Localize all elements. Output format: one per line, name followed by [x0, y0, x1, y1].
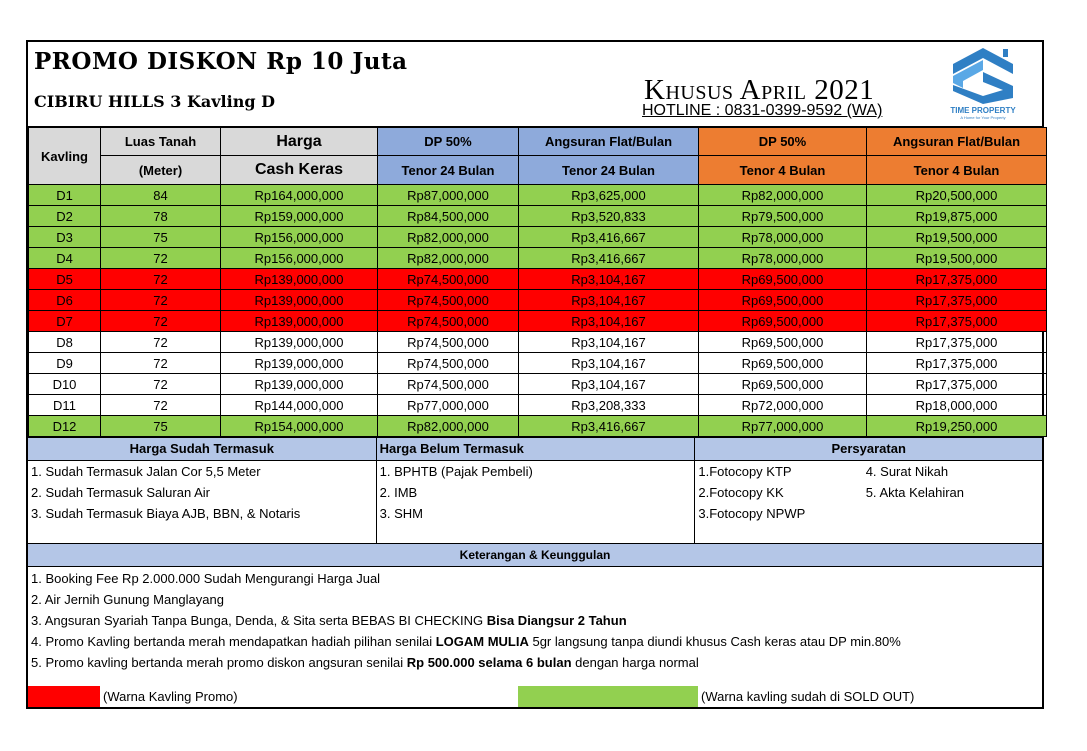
cell-ang24: Rp3,416,667 — [519, 416, 699, 437]
cell-luas: 72 — [101, 353, 221, 374]
promo-title: PROMO DISKON Rp 10 Juta — [34, 48, 408, 75]
col-angsuran24: Angsuran Flat/Bulan — [519, 128, 699, 156]
cell-ang24: Rp3,208,333 — [519, 395, 699, 416]
cell-ang24: Rp3,416,667 — [519, 248, 699, 269]
table-row — [29, 374, 1047, 395]
table-row — [29, 311, 1047, 332]
list-item: 1.Fotocopy KTP — [698, 464, 792, 479]
cell-dp24: Rp82,000,000 — [378, 227, 519, 248]
list-item: 1. BPHTB (Pajak Pembeli) — [379, 464, 533, 479]
col-angsuran24-tenor: Tenor 24 Bulan — [519, 156, 699, 185]
cell-ang24: Rp3,416,667 — [519, 227, 699, 248]
cell-ang4: Rp18,000,000 — [867, 395, 1047, 416]
list-item: 1. Sudah Termasuk Jalan Cor 5,5 Meter — [31, 464, 261, 479]
table-row — [29, 248, 1047, 269]
note-item: 4. Promo Kavling bertanda merah mendapatkan hadiah pilihan senilai LOGAM MULIA 5gr langsung tanpa diundi khusus Cash keras atau DP min.80% — [31, 634, 901, 649]
table-row — [29, 416, 1047, 437]
table-row — [29, 353, 1047, 374]
list-item: 2.Fotocopy KK — [698, 485, 784, 500]
cell-luas: 72 — [101, 311, 221, 332]
cell-harga: Rp139,000,000 — [221, 374, 378, 395]
cell-luas: 72 — [101, 374, 221, 395]
price-table — [28, 127, 1047, 437]
cell-dp4: Rp69,500,000 — [699, 374, 867, 395]
table-row — [29, 227, 1047, 248]
cell-luas: 75 — [101, 416, 221, 437]
cell-kavling: D10 — [29, 374, 101, 395]
cell-harga: Rp156,000,000 — [221, 227, 378, 248]
cell-dp24: Rp82,000,000 — [378, 248, 519, 269]
cell-dp4: Rp78,000,000 — [699, 248, 867, 269]
cell-kavling: D3 — [29, 227, 101, 248]
cell-dp4: Rp69,500,000 — [699, 269, 867, 290]
col-angsuran4-tenor: Tenor 4 Bulan — [867, 156, 1047, 185]
cell-ang24: Rp3,520,833 — [519, 206, 699, 227]
col-dp4-tenor: Tenor 4 Bulan — [699, 156, 867, 185]
note-item: 5. Promo kavling bertanda merah promo diskon angsuran senilai Rp 500.000 selama 6 bulan dengan harga normal — [31, 655, 699, 670]
cell-kavling: D6 — [29, 290, 101, 311]
cell-luas: 72 — [101, 395, 221, 416]
cell-dp4: Rp79,500,000 — [699, 206, 867, 227]
cell-ang4: Rp17,375,000 — [867, 311, 1047, 332]
list-item: 3.Fotocopy NPWP — [698, 506, 806, 521]
table-row — [29, 290, 1047, 311]
cell-ang24: Rp3,104,167 — [519, 269, 699, 290]
cell-dp24: Rp74,500,000 — [378, 353, 519, 374]
cell-ang24: Rp3,104,167 — [519, 374, 699, 395]
cell-kavling: D4 — [29, 248, 101, 269]
note-item: 2. Air Jernih Gunung Manglayang — [31, 592, 224, 607]
cell-dp4: Rp82,000,000 — [699, 185, 867, 206]
section-headers — [28, 437, 1042, 461]
cell-dp24: Rp74,500,000 — [378, 269, 519, 290]
cell-kavling: D5 — [29, 269, 101, 290]
cell-dp4: Rp69,500,000 — [699, 332, 867, 353]
cell-luas: 72 — [101, 332, 221, 353]
col-harga: Harga — [221, 128, 378, 156]
table-row — [29, 395, 1047, 416]
cell-luas: 84 — [101, 185, 221, 206]
table-row — [29, 332, 1047, 353]
note-item: 3. Angsuran Syariah Tanpa Bunga, Denda, & Sita serta BEBAS BI CHECKING Bisa Diangsur 2 Tahun — [31, 613, 627, 628]
cell-harga: Rp159,000,000 — [221, 206, 378, 227]
col-dp24: DP 50% — [378, 128, 519, 156]
promo-color-swatch — [28, 686, 100, 707]
hotline: HOTLINE : 0831-0399-9592 (WA) — [642, 102, 883, 119]
cell-kavling: D8 — [29, 332, 101, 353]
cell-ang24: Rp3,104,167 — [519, 311, 699, 332]
cell-ang4: Rp17,375,000 — [867, 332, 1047, 353]
cell-dp24: Rp82,000,000 — [378, 416, 519, 437]
cell-dp4: Rp69,500,000 — [699, 311, 867, 332]
sold-color-swatch — [518, 686, 698, 707]
sold-legend-label: (Warna kavling sudah di SOLD OUT) — [701, 689, 915, 704]
list-item: 2. Sudah Termasuk Saluran Air — [31, 485, 210, 500]
table-row — [29, 269, 1047, 290]
list-item: 4. Surat Nikah — [865, 464, 949, 479]
cell-ang4: Rp17,375,000 — [867, 374, 1047, 395]
cell-ang24: Rp3,625,000 — [519, 185, 699, 206]
requirements-list-left — [695, 461, 862, 543]
promo-legend-label: (Warna Kavling Promo) — [103, 689, 238, 704]
cell-dp24: Rp74,500,000 — [378, 311, 519, 332]
project-subtitle: CIBIRU HILLS 3 Kavling D — [34, 92, 275, 111]
note-item: 1. Booking Fee Rp 2.000.000 Sudah Mengurangi Harga Jual — [31, 571, 381, 586]
cell-ang24: Rp3,104,167 — [519, 353, 699, 374]
col-angsuran4: Angsuran Flat/Bulan — [867, 128, 1047, 156]
cell-kavling: D11 — [29, 395, 101, 416]
cell-dp4: Rp77,000,000 — [699, 416, 867, 437]
cell-ang4: Rp19,250,000 — [867, 416, 1047, 437]
col-cash-keras: Cash Keras — [221, 156, 378, 185]
cell-dp4: Rp69,500,000 — [699, 353, 867, 374]
included-title: Harga Sudah Termasuk — [28, 438, 377, 460]
requirements-title: Persyaratan — [831, 441, 906, 456]
cell-ang4: Rp19,500,000 — [867, 248, 1047, 269]
col-dp24-tenor: Tenor 24 Bulan — [378, 156, 519, 185]
cell-luas: 72 — [101, 248, 221, 269]
cell-dp4: Rp72,000,000 — [699, 395, 867, 416]
cell-harga: Rp144,000,000 — [221, 395, 378, 416]
cell-harga: Rp154,000,000 — [221, 416, 378, 437]
cell-harga: Rp156,000,000 — [221, 248, 378, 269]
logo-text: TIME PROPERTY — [950, 106, 1016, 115]
cell-ang24: Rp3,104,167 — [519, 290, 699, 311]
time-property-logo — [943, 46, 1023, 120]
cell-ang4: Rp17,375,000 — [867, 353, 1047, 374]
cell-dp24: Rp87,000,000 — [378, 185, 519, 206]
cell-harga: Rp139,000,000 — [221, 332, 378, 353]
cell-harga: Rp164,000,000 — [221, 185, 378, 206]
cell-dp24: Rp74,500,000 — [378, 374, 519, 395]
cell-harga: Rp139,000,000 — [221, 290, 378, 311]
logo-tagline: A Home for Your Property — [960, 115, 1006, 120]
notes-title: Keterangan & Keunggulan — [28, 544, 1042, 567]
house-logo-icon — [943, 46, 1023, 106]
color-legend — [28, 686, 1042, 707]
excluded-list — [377, 461, 696, 543]
cell-kavling: D9 — [29, 353, 101, 374]
cell-kavling: D12 — [29, 416, 101, 437]
cell-ang4: Rp20,500,000 — [867, 185, 1047, 206]
cell-kavling: D1 — [29, 185, 101, 206]
excluded-title: Harga Belum Termasuk — [377, 438, 696, 460]
col-luas-tanah: Luas Tanah — [101, 128, 221, 156]
col-luas-unit: (Meter) — [101, 156, 221, 185]
col-dp4: DP 50% — [699, 128, 867, 156]
cell-harga: Rp139,000,000 — [221, 353, 378, 374]
price-list-sheet — [26, 40, 1044, 709]
cell-ang24: Rp3,104,167 — [519, 332, 699, 353]
cell-luas: 72 — [101, 269, 221, 290]
cell-dp24: Rp84,500,000 — [378, 206, 519, 227]
col-kavling: Kavling — [29, 128, 101, 185]
cell-dp4: Rp78,000,000 — [699, 227, 867, 248]
cell-dp24: Rp77,000,000 — [378, 395, 519, 416]
cell-ang4: Rp17,375,000 — [867, 269, 1047, 290]
cell-kavling: D2 — [29, 206, 101, 227]
list-item: 3. SHM — [379, 506, 423, 521]
special-month: Khusus April 2021 — [644, 74, 875, 106]
cell-ang4: Rp19,500,000 — [867, 227, 1047, 248]
cell-luas: 72 — [101, 290, 221, 311]
cell-kavling: D7 — [29, 311, 101, 332]
table-row — [29, 206, 1047, 227]
cell-luas: 75 — [101, 227, 221, 248]
requirements-list-right — [863, 461, 1042, 543]
notes-list — [28, 567, 1042, 673]
list-item: 2. IMB — [379, 485, 418, 500]
cell-luas: 78 — [101, 206, 221, 227]
cell-ang4: Rp17,375,000 — [867, 290, 1047, 311]
cell-dp4: Rp69,500,000 — [699, 290, 867, 311]
info-section — [28, 461, 1042, 544]
cell-harga: Rp139,000,000 — [221, 311, 378, 332]
cell-ang4: Rp19,875,000 — [867, 206, 1047, 227]
list-item: 5. Akta Kelahiran — [865, 485, 964, 500]
table-row — [29, 185, 1047, 206]
cell-harga: Rp139,000,000 — [221, 269, 378, 290]
header — [28, 42, 1042, 127]
list-item: 3. Sudah Termasuk Biaya AJB, BBN, & Notaris — [31, 506, 301, 521]
cell-dp24: Rp74,500,000 — [378, 290, 519, 311]
included-list — [28, 461, 377, 543]
cell-dp24: Rp74,500,000 — [378, 332, 519, 353]
